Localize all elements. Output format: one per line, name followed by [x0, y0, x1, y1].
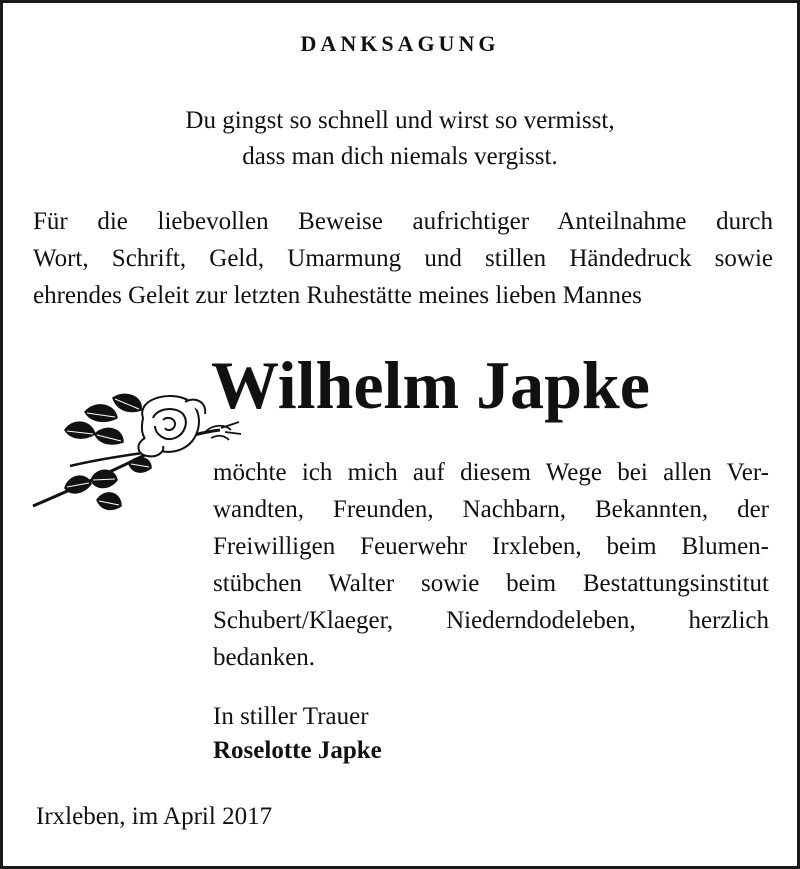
- verse-line: Du gingst so schnell und wirst so vermisst,: [185, 107, 615, 134]
- thanks-paragraph: [213, 454, 769, 676]
- thanks-line: wandten, Freunden, Nachbarn, Bekannten, der: [213, 496, 769, 523]
- signer-name: Roselotte Japke: [213, 737, 382, 764]
- place-date: Irxleben, im April 2017: [36, 803, 273, 830]
- intro-paragraph: [33, 203, 773, 314]
- memorial-verse: [3, 103, 797, 175]
- thanks-line: möchte ich mich auf diesem Wege bei allen Ver-: [213, 459, 769, 486]
- thanks-line: stübchen Walter sowie beim Bestattungsinstitut: [213, 570, 769, 597]
- grief-text: In stiller Trauer: [213, 703, 369, 730]
- thanks-line: Freiwilligen Feuerwehr Irxleben, beim Blumen-: [213, 533, 769, 560]
- intro-line: Für die liebevollen Beweise aufrichtiger Anteilnahme durch: [33, 208, 773, 235]
- thanks-line: Schubert/Klaeger, Niederndodeleben, herzlich: [213, 607, 769, 634]
- verse-line: dass man dich niemals vergisst.: [242, 143, 558, 170]
- intro-line: Wort, Schrift, Geld, Umarmung und stillen Händedruck sowie: [33, 245, 773, 272]
- thanks-line: bedanken.: [213, 644, 316, 671]
- notice-heading: DANKSAGUNG: [300, 31, 500, 56]
- deceased-name: Wilhelm Japke: [211, 347, 650, 423]
- intro-line: ehrendes Geleit zur letzten Ruhestätte meines lieben Mannes: [33, 282, 642, 309]
